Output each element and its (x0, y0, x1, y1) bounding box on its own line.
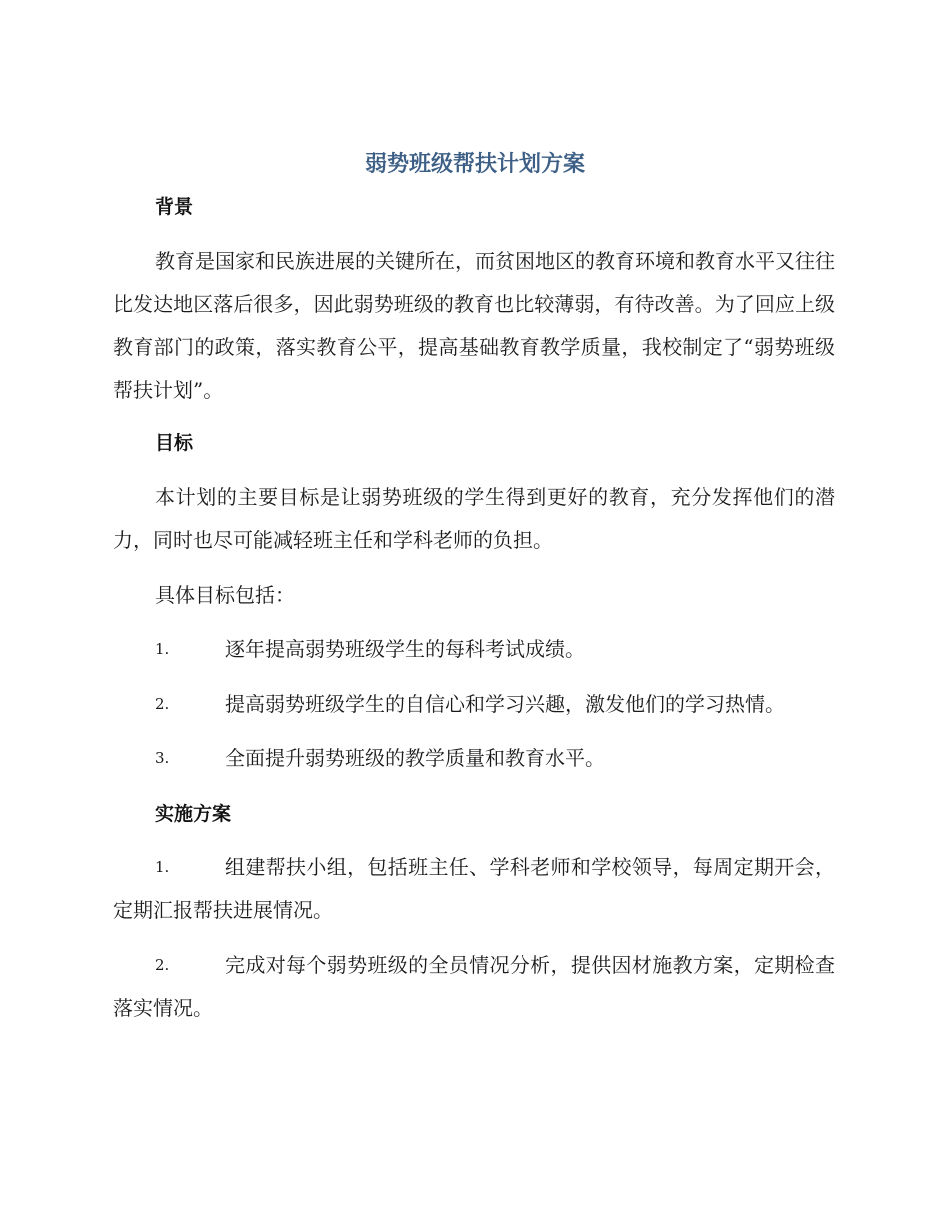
list-item-text: 提高弱势班级学生的自信心和学习兴趣，激发他们的学习热情。 (225, 692, 785, 716)
document-title: 弱势班级帮扶计划方案 (364, 152, 585, 177)
list-item-text: 完成对每个弱势班级的全员情况分析，提供因材施教方案，定期检查落实情况。 (113, 953, 835, 1020)
implementation-list-item (113, 944, 835, 1030)
list-item-text: 全面提升弱势班级的教学质量和教育水平。 (225, 746, 605, 770)
goals-paragraph: 本计划的主要目标是让弱势班级的学生得到更好的教育，充分发挥他们的潜力，同时也尽可能减轻班主任和学科老师的负担。 (113, 485, 835, 552)
background-paragraph: 教育是国家和民族进展的关键所在，而贫困地区的教育环境和教育水平又往往比发达地区落后很多，因此弱势班级的教育也比较薄弱，有待改善。为了回应上级教育部门的政策，落实教育公平，提高基础教育教学质量，我校制定了“弱势班级帮扶计划”。 (113, 249, 835, 402)
list-number: 3. (155, 749, 170, 767)
goal-list-item (113, 683, 835, 726)
list-item-text: 组建帮扶小组，包括班主任、学科老师和学校领导，每周定期开会，定期汇报帮扶进展情况。 (113, 855, 835, 922)
list-item-text: 逐年提高弱势班级学生的每科考试成绩。 (225, 637, 585, 661)
heading-implementation: 实施方案 (155, 803, 232, 825)
goal-list-item (113, 628, 835, 671)
list-number: 1. (155, 858, 170, 876)
list-number: 1. (155, 640, 170, 658)
implementation-list-item (113, 846, 835, 932)
goal-list-item (113, 737, 835, 780)
list-number: 2. (155, 956, 170, 974)
goals-intro: 具体目标包括： (155, 583, 295, 607)
heading-goals: 目标 (155, 432, 194, 454)
heading-background: 背景 (155, 196, 194, 218)
list-number: 2. (155, 695, 170, 713)
